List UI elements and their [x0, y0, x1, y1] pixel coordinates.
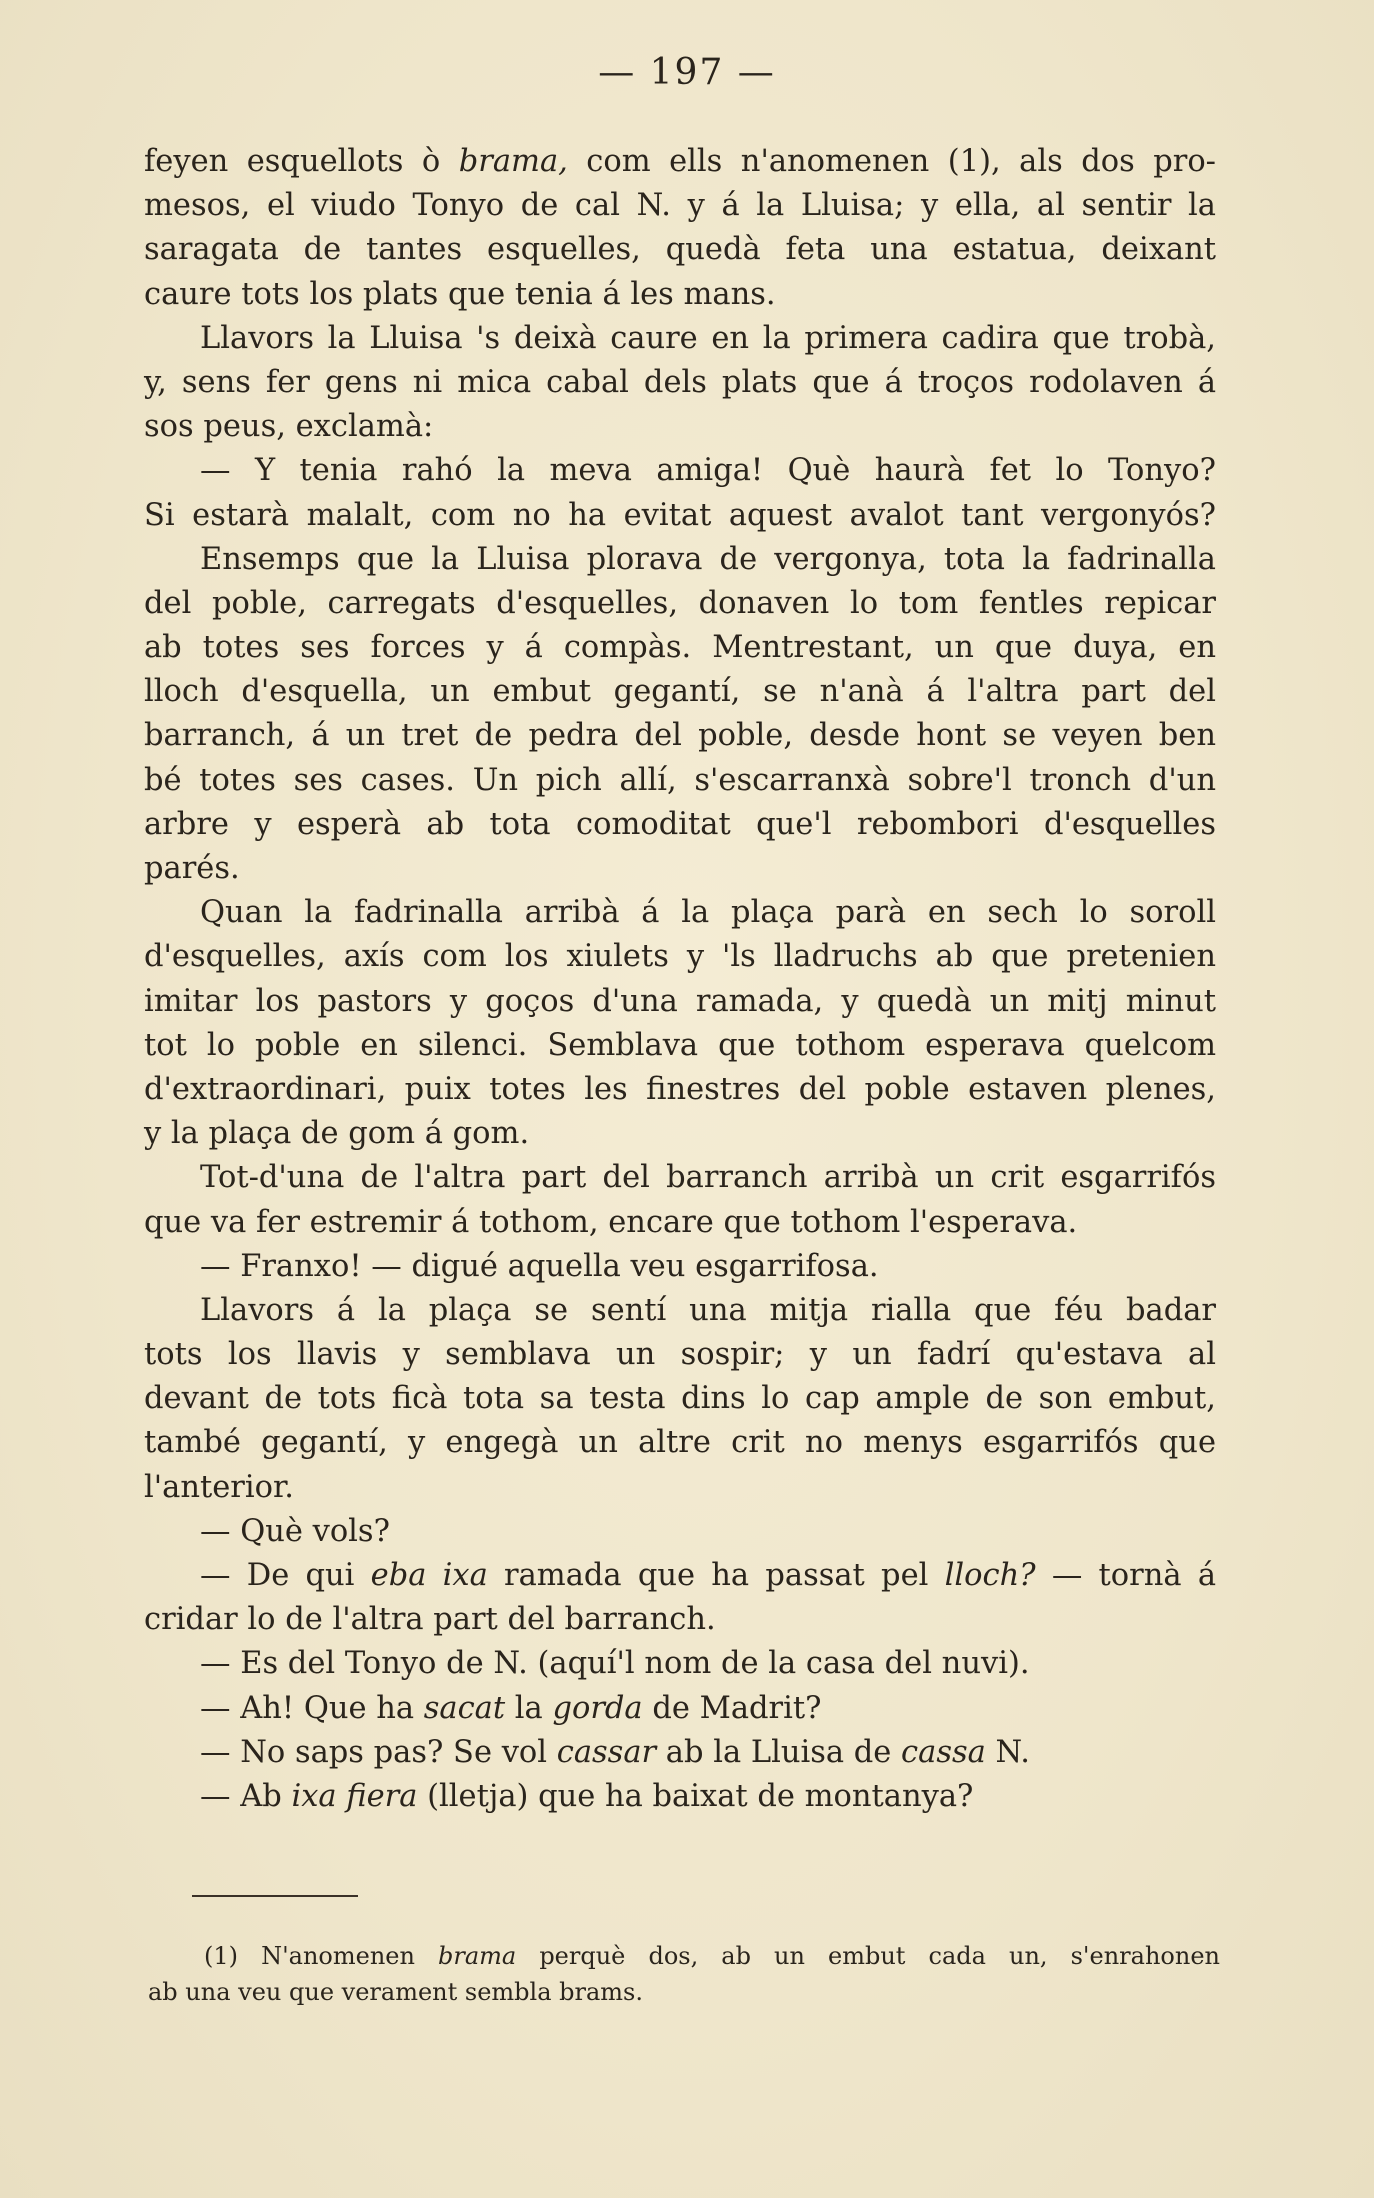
- body-line: [144, 1554, 1216, 1598]
- body-line: [144, 626, 1216, 670]
- body-line: [144, 1687, 1216, 1731]
- text-run: com ells n'anomenen (1), als dos pro-: [567, 144, 1216, 179]
- body-line: [144, 361, 1216, 405]
- body-line: [144, 1112, 1216, 1156]
- text-run: d'esquelles, axís com los xiulets y 'ls lladruchs ab que pretenien: [144, 939, 1216, 975]
- body-line: [144, 1775, 1216, 1819]
- body-line: [144, 1466, 1216, 1510]
- text-run: saragata de tantes esquelles, quedà feta una estatua, deixant: [144, 232, 1216, 268]
- body-line: [144, 273, 1216, 317]
- text-run: Llavors la Lluisa 's deixà caure en la primera cadira que trobà,: [200, 320, 1216, 356]
- text-run: parés.: [144, 851, 240, 886]
- text-run: — Y tenia rahó la meva amiga! Què haurà fet lo Tonyo?: [200, 453, 1216, 489]
- body-line: [144, 1731, 1216, 1775]
- text-run: — No saps pas? Se vol: [200, 1734, 557, 1770]
- body-line: [144, 317, 1216, 361]
- text-run: lloch d'esquella, un embut gegantí, se n'anà á l'altra part del: [144, 674, 1216, 710]
- text-run: Llavors á la plaça se sentí una mitja rialla que féu badar: [200, 1292, 1216, 1328]
- text-run: la: [505, 1690, 553, 1726]
- body-line: [144, 1377, 1216, 1421]
- text-run: de Madrit?: [642, 1690, 822, 1726]
- footnote-line: [148, 1938, 1220, 1974]
- text-run: y, sens fer gens ni mica cabal dels plats que á troços rodolaven á: [144, 364, 1216, 400]
- text-run: barranch, á un tret de pedra del poble, desde hont se veyen ben: [144, 718, 1216, 754]
- body-line: [144, 1421, 1216, 1465]
- italic-run: cassa: [901, 1734, 986, 1770]
- text-run: també gegantí, y engegà un altre crit no menys esgarrifós que: [144, 1425, 1216, 1461]
- body-line: [144, 1245, 1216, 1289]
- text-run: del poble, carregats d'esquelles, donaven lo tom fentles repicar: [144, 585, 1216, 621]
- text-run: sos peus, exclamà:: [144, 409, 434, 445]
- italic-run: ixa fiera: [291, 1778, 418, 1814]
- text-run: — Franxo! — digué aquella veu esgarrifosa.: [200, 1248, 879, 1284]
- text-run: ab una veu que verament sembla brams.: [148, 1978, 643, 2006]
- body-line: [144, 1201, 1216, 1245]
- text-run: tot lo poble en silenci. Semblava que tothom esperava quelcom: [144, 1027, 1216, 1063]
- body-line: [144, 405, 1216, 449]
- main-text: [144, 140, 1216, 1819]
- text-run: — Què vols?: [200, 1513, 390, 1549]
- body-line: [144, 538, 1216, 582]
- body-line: [144, 1156, 1216, 1200]
- body-line: [144, 1510, 1216, 1554]
- body-line: [144, 449, 1216, 493]
- body-line: [144, 1598, 1216, 1642]
- text-run: y la plaça de gom á gom.: [144, 1116, 530, 1152]
- body-line: [144, 803, 1216, 847]
- text-run: cridar lo de l'altra part del barranch.: [144, 1602, 716, 1638]
- body-line: [144, 582, 1216, 626]
- text-run: (1) N'anomenen: [204, 1942, 439, 1970]
- text-run: que va fer estremir á tothom, encare que tothom l'esperava.: [144, 1204, 1078, 1240]
- body-line: [144, 670, 1216, 714]
- body-line: [144, 1024, 1216, 1068]
- text-run: Tot-d'una de l'altra part del barranch arribà un crit esgarrifós: [200, 1160, 1216, 1196]
- text-run: — tornà á: [1035, 1558, 1217, 1593]
- body-line: [144, 980, 1216, 1024]
- text-run: arbre y esperà ab tota comoditat que'l rebombori d'esquelles: [144, 806, 1216, 842]
- italic-run: brama: [438, 1942, 517, 1970]
- text-run: ab la Lluisa de: [656, 1734, 902, 1770]
- text-run: ab totes ses forces y á compàs. Mentrestant, un que duya, en: [144, 630, 1216, 666]
- text-run: Si estarà malalt, com no ha evitat aquest avalot tant vergonyós?: [144, 497, 1216, 533]
- text-run: Quan la fadrinalla arribà á la plaça parà en sech lo soroll: [200, 895, 1216, 931]
- body-line: [144, 140, 1216, 184]
- text-run: — Es del Tonyo de N. (aquí'l nom de la casa del nuvi).: [200, 1646, 1030, 1682]
- text-run: — Ah! Que ha: [200, 1690, 424, 1726]
- text-run: l'anterior.: [144, 1469, 294, 1505]
- body-line: [144, 714, 1216, 758]
- italic-run: eba ixa: [370, 1558, 488, 1593]
- page-number: — 197 —: [598, 52, 776, 93]
- body-line: [144, 1642, 1216, 1686]
- text-run: N.: [985, 1734, 1030, 1770]
- text-run: (lletja) que ha baixat de montanya?: [417, 1778, 974, 1814]
- body-line: [144, 494, 1216, 538]
- italic-run: sacat: [423, 1690, 506, 1726]
- italic-run: gorda: [552, 1690, 643, 1726]
- italic-run: brama,: [458, 144, 568, 179]
- body-line: [144, 228, 1216, 272]
- text-run: d'extraordinari, puix totes les finestres del poble estaven plenes,: [144, 1071, 1216, 1107]
- text-run: tots los llavis y semblava un sospir; y un fadrí qu'estava al: [144, 1337, 1216, 1373]
- footnote: [148, 1938, 1220, 2010]
- body-line: [144, 847, 1216, 891]
- body-line: [144, 1289, 1216, 1333]
- body-line: [144, 935, 1216, 979]
- text-run: — De qui: [200, 1558, 371, 1593]
- italic-run: lloch?: [944, 1558, 1036, 1593]
- body-line: [144, 1333, 1216, 1377]
- text-run: imitar los pastors y goços d'una ramada, y quedà un mitj minut: [144, 983, 1216, 1019]
- text-run: mesos, el viudo Tonyo de cal N. y á la Lluisa; y ella, al sentir la: [144, 188, 1216, 224]
- text-run: Ensemps que la Lluisa plorava de vergonya, tota la fadrinalla: [200, 541, 1216, 577]
- body-line: [144, 184, 1216, 228]
- text-run: ramada que ha passat pel: [487, 1558, 945, 1593]
- text-run: — Ab: [200, 1778, 292, 1814]
- text-run: caure tots los plats que tenia á les mans.: [144, 276, 776, 312]
- footnote-rule: [192, 1895, 358, 1897]
- footnote-line: [148, 1974, 1220, 2010]
- body-line: [144, 891, 1216, 935]
- text-run: feyen esquellots ò: [144, 144, 459, 179]
- italic-run: cassar: [556, 1734, 657, 1770]
- body-line: [144, 759, 1216, 803]
- text-run: devant de tots ficà tota sa testa dins lo cap ample de son embut,: [144, 1381, 1216, 1417]
- text-run: perquè dos, ab un embut cada un, s'enrahonen: [516, 1942, 1220, 1970]
- text-run: bé totes ses cases. Un pich allí, s'escarranxà sobre'l tronch d'un: [144, 762, 1216, 798]
- body-line: [144, 1068, 1216, 1112]
